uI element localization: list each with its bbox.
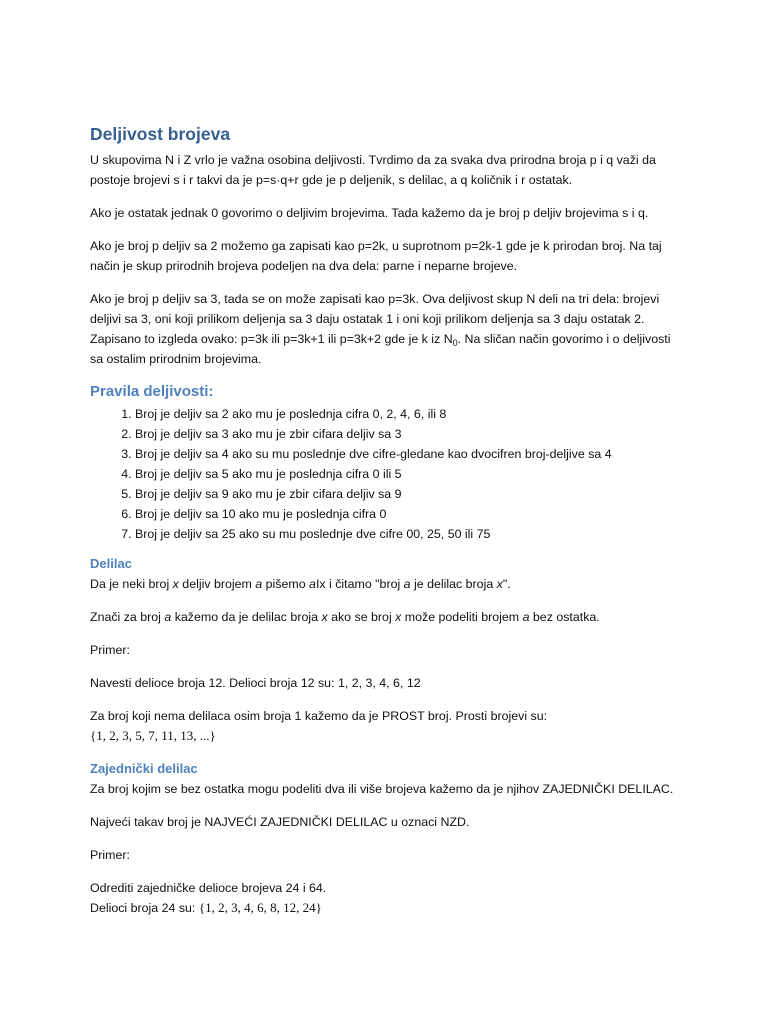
intro-paragraph-4 [90, 289, 690, 369]
delilac-definition [90, 574, 690, 594]
delilac-explanation [90, 607, 690, 627]
text-line: sa ostalim prirodnim brojevima. [90, 352, 262, 366]
text-segment: je delilac broja [410, 577, 497, 591]
italic-variable: x [321, 610, 328, 624]
text-line: Ako je broj p deljiv sa 2 možemo ga zapisati kao p=2k, u suprotnom p=2k-1 gde je k prirodan broj. Na taj [90, 239, 662, 253]
list-item: 7. Broj je deljiv sa 25 ako su mu poslednje dve cifre 00, 25, 50 ili 75 [135, 524, 690, 544]
common-divisor-definition: Za broj kojim se bez ostatka mogu podeliti dva ili više brojeva kažemo da je njihov ZAJEDNIČKI DELILAC. [90, 782, 674, 796]
primer-label: Primer: [90, 848, 130, 862]
text-line: način je skup prirodnih brojeva podeljen na dva dela: parne i neparne brojeve. [90, 259, 518, 273]
text-segment: kažemo da je delilac broja [171, 610, 322, 624]
common-divisor-heading: Zajednički delilac [90, 761, 198, 776]
text-line: U skupovima N i Z vrlo je važna osobina deljivosti. Tvrdimo da za svaka dva prirodna broja p i q važi da [90, 153, 656, 167]
italic-variable: a [403, 577, 411, 591]
divisors-label: Delioci broja 24 su: [90, 901, 199, 915]
text-line: . Na sličan način govorimo i o deljivosti [457, 332, 671, 346]
common-task: Odrediti zajedničke delioce brojeva 24 i 64. [90, 881, 327, 895]
divisors-line [90, 898, 690, 918]
text-segment: ". [502, 577, 511, 591]
list-item: 3. Broj je deljiv sa 4 ako su mu poslednje dve cifre-gledane kao dvocifren broj-deljive sa 4 [135, 444, 690, 464]
italic-variable: a [309, 577, 316, 591]
text-segment: Znači za broj [90, 610, 165, 624]
document-page [90, 122, 690, 931]
list-item: 4. Broj je deljiv sa 5 ako mu je poslednja cifra 0 ili 5 [135, 464, 690, 484]
rules-list [90, 404, 690, 544]
text-segment: bez ostatka. [529, 610, 600, 624]
nzd-definition: Najveći takav broj je NAJVEĆI ZAJEDNIČKI DELILAC u oznaci NZD. [90, 815, 470, 829]
prime-definition: Za broj koji nema delilaca osim broja 1 kažemo da je PROST broj. Prosti brojevi su: [90, 709, 548, 723]
italic-variable: x [172, 577, 179, 591]
text-segment: može podeliti brojem [401, 610, 523, 624]
subscript-zero: 0 [452, 338, 458, 348]
italic-variable: a [522, 610, 530, 624]
intro-paragraph-2 [90, 203, 690, 223]
text-segment: deljiv brojem [178, 577, 256, 591]
italic-variable: a [164, 610, 172, 624]
text-segment: Ix i čitamo "broj [315, 577, 404, 591]
primer-label: Primer: [90, 643, 130, 657]
text-segment: Da je neki broj [90, 577, 173, 591]
page-title: Deljivost brojeva [90, 124, 231, 144]
text-line: deljivi sa 3, oni koji prilikom deljenja sa 3 daju ostatak 1 i oni koji prilikom deljenja sa 3 daju ostatak 2. [90, 312, 645, 326]
delilac-example: Navesti delioce broja 12. Delioci broja 12 su: 1, 2, 3, 4, 6, 12 [90, 676, 421, 690]
text-segment: ako se broj [327, 610, 396, 624]
list-item: 1. Broj je deljiv sa 2 ako mu je poslednja cifra 0, 2, 4, 6, ili 8 [135, 404, 690, 424]
text-line: postoje brojevi s i r takvi da je p=s·q+r gde je p deljenik, s delilac, a q količnik i r ostatak. [90, 173, 573, 187]
italic-variable: a [255, 577, 263, 591]
delilac-heading: Delilac [90, 556, 132, 571]
list-item: 5. Broj je deljiv sa 9 ako mu je zbir cifara deljiv sa 9 [135, 484, 690, 504]
text-line: Ako je broj p deljiv sa 3, tada se on može zapisati kao p=3k. Ova deljivost skup N deli na tri dela: brojevi [90, 292, 660, 306]
text-line: Zapisano to izgleda ovako: p=3k ili p=3k+1 ili p=3k+2 gde je k iz N [90, 332, 453, 346]
italic-variable: x [496, 577, 503, 591]
list-item: 2. Broj je deljiv sa 3 ako mu je zbir cifara deljiv sa 3 [135, 424, 690, 444]
intro-paragraph-1 [90, 150, 690, 190]
text-line: Ako je ostatak jednak 0 govorimo o deljivim brojevima. Tada kažemo da je broj p deljiv brojevima s i q. [90, 206, 649, 220]
prime-set: {1, 2, 3, 5, 7, 11, 13, ...} [90, 728, 216, 743]
intro-paragraph-3 [90, 236, 690, 276]
rules-heading: Pravila deljivosti: [90, 383, 214, 400]
italic-variable: x [395, 610, 402, 624]
divisors-set: {1, 2, 3, 4, 6, 8, 12, 24} [198, 900, 322, 915]
list-item: 6. Broj je deljiv sa 10 ako mu je poslednja cifra 0 [135, 504, 690, 524]
text-segment: pišemo [262, 577, 310, 591]
